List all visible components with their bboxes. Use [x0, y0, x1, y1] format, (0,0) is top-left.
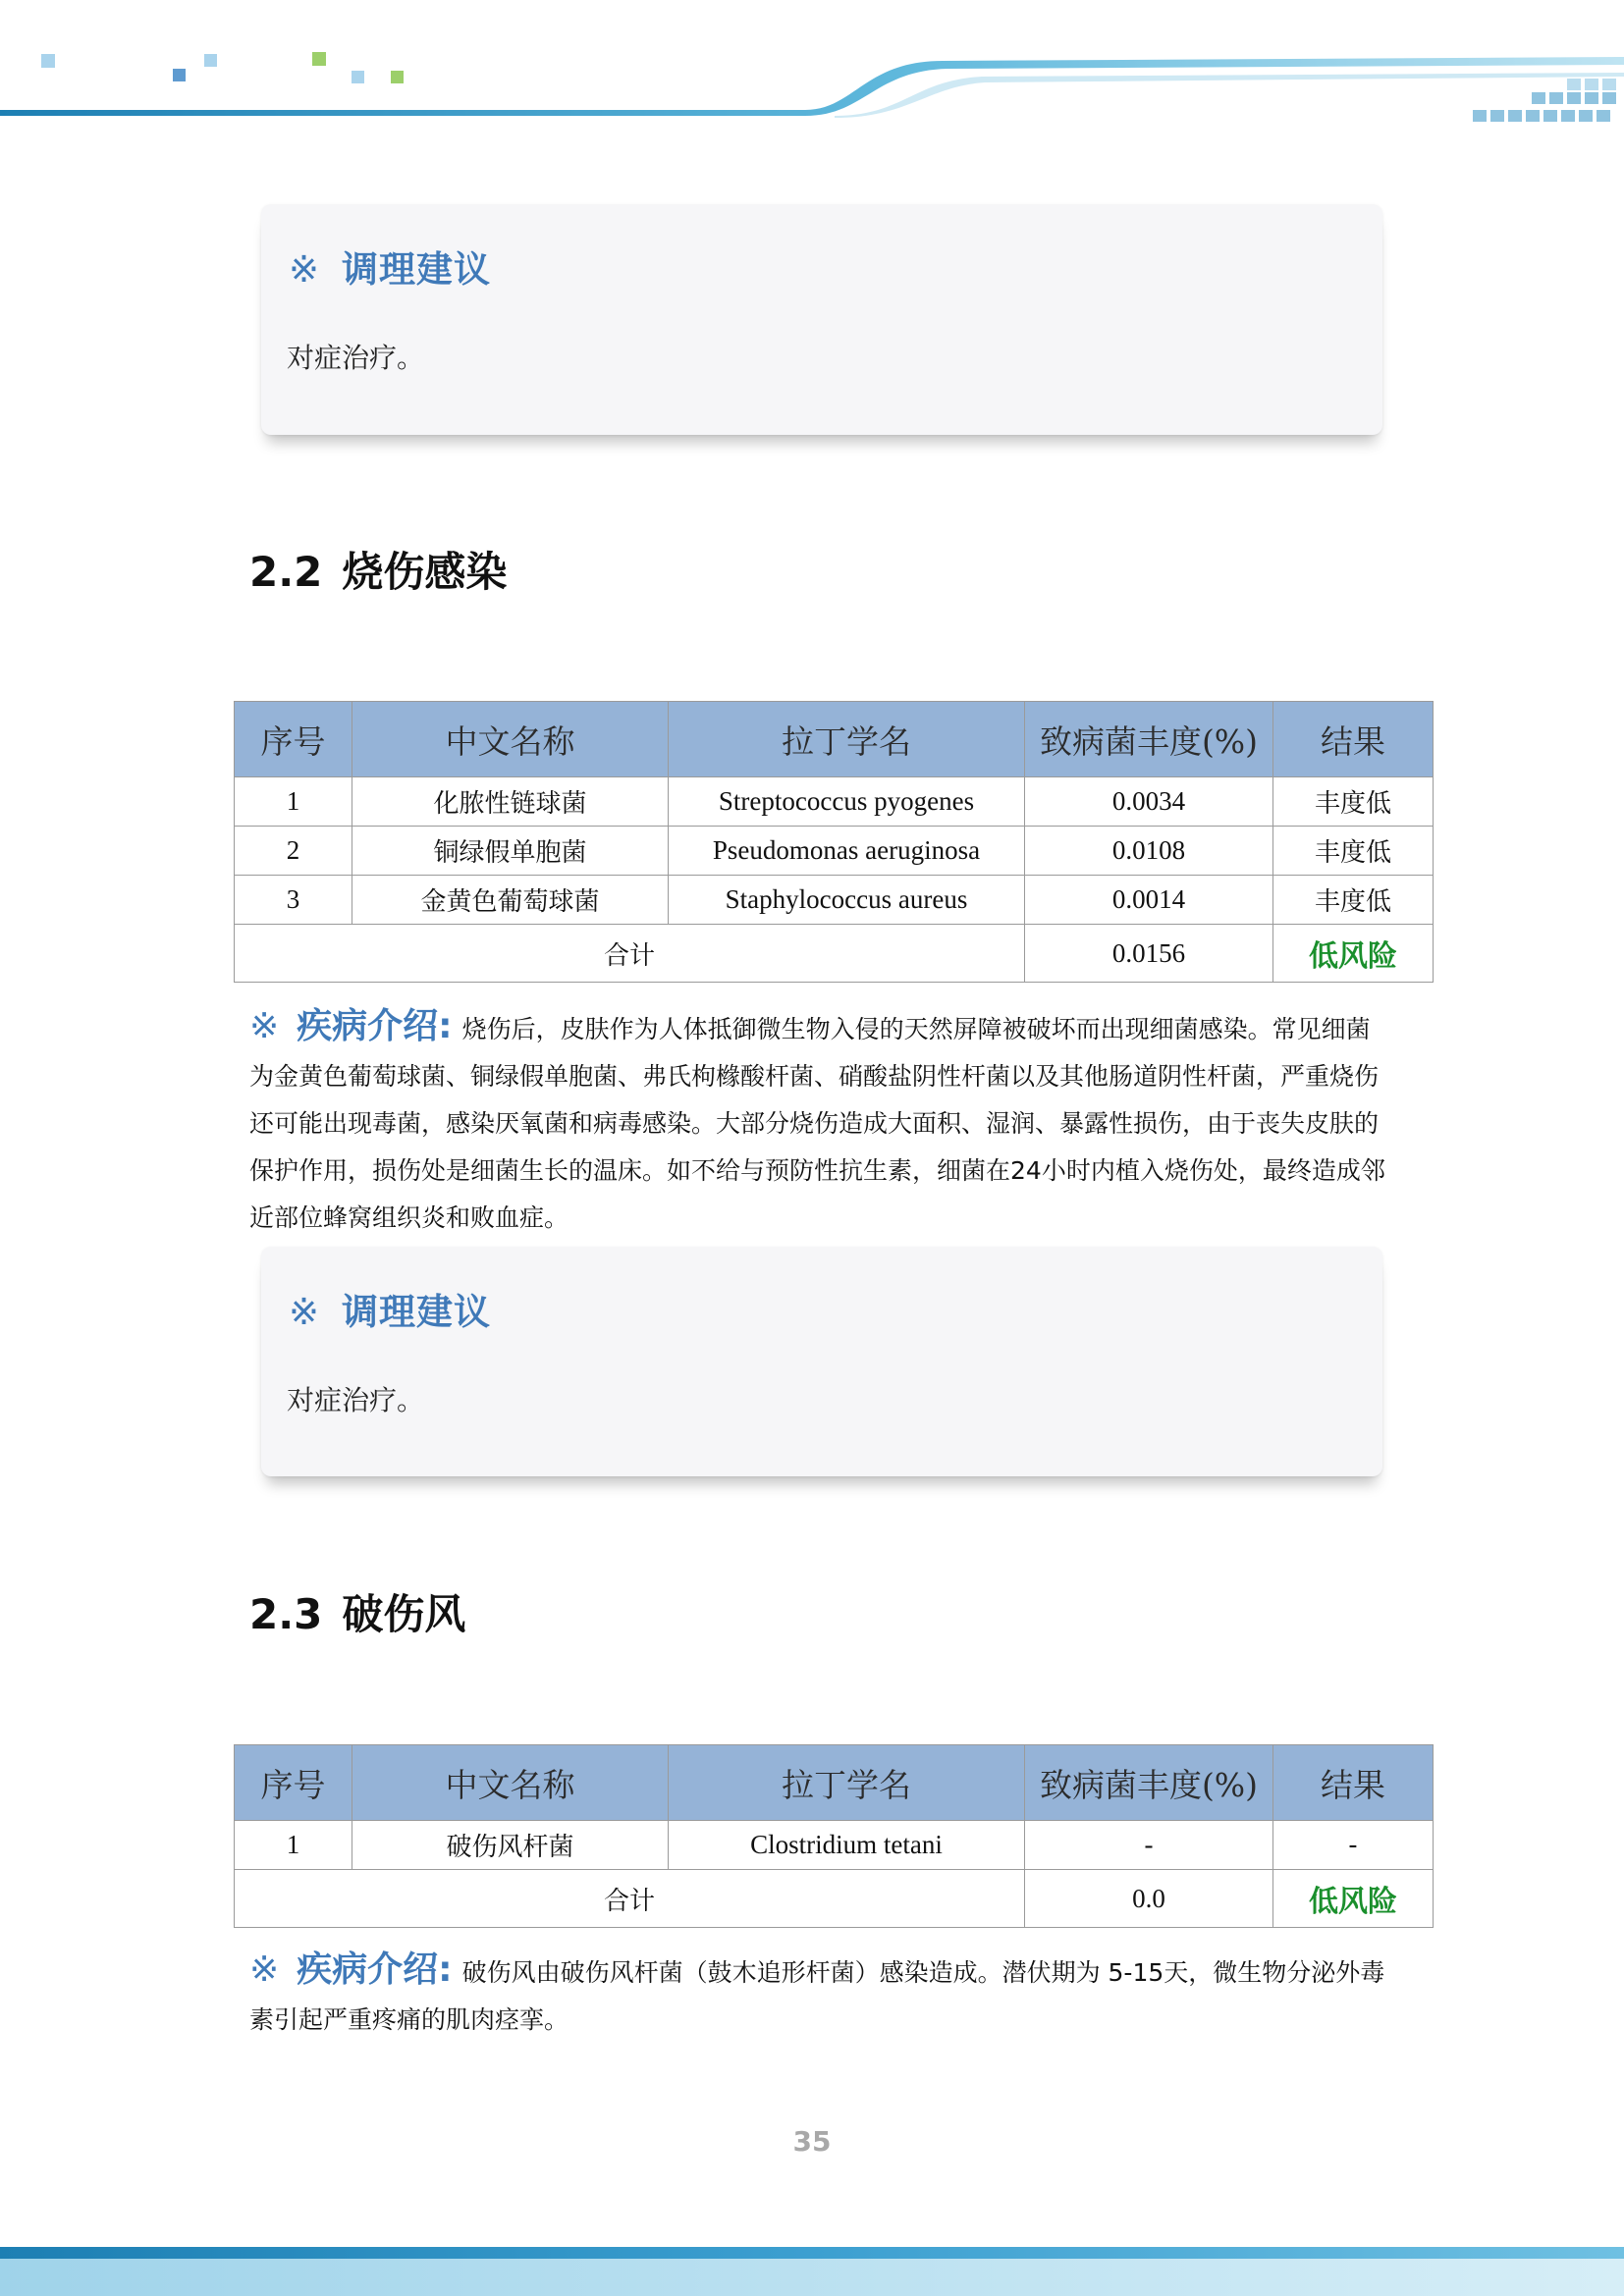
- column-header-index: 序号: [235, 702, 352, 777]
- table-header-row: [235, 702, 1434, 777]
- disease-intro: [249, 1947, 1388, 2044]
- reference-mark-icon: ※: [249, 1006, 280, 1046]
- column-header-abundance: 致病菌丰度(%): [1025, 1745, 1273, 1821]
- total-label: 合计: [235, 1870, 1025, 1928]
- column-header-chinese-name: 中文名称: [352, 1745, 669, 1821]
- column-header-latin-name: 拉丁学名: [669, 702, 1025, 777]
- bacteria-table: [234, 701, 1434, 983]
- total-value: 0.0156: [1025, 925, 1273, 983]
- advice-title: ※ 调理建议: [289, 1291, 492, 1333]
- disease-intro-text: 烧伤后，皮肤作为人体抵御微生物入侵的天然屏障被破坏而出现细菌感染。常见细菌为金黄色葡萄球菌、铜绿假单胞菌、弗氏枸橼酸杆菌、硝酸盐阴性杆菌以及其他肠道阴性杆菌，严重烧伤还可能出现毒菌，感染厌氧菌和病毒感染。大部分烧伤造成大面积、湿润、暴露性损伤，由于丧失皮肤的保护作用，损伤处是细菌生长的温床。如不给与预防性抗生素，细菌在24小时内植入烧伤处，最终造成邻近部位蜂窝组织炎和败血症。: [249, 1015, 1385, 1232]
- cell-index: 2: [235, 827, 352, 876]
- cell-chinese-name: 化脓性链球菌: [352, 777, 669, 827]
- cell-index: 1: [235, 1821, 352, 1870]
- cell-abundance: 0.0034: [1025, 777, 1273, 827]
- advice-card: [261, 204, 1382, 435]
- cell-chinese-name: 金黄色葡萄球菌: [352, 876, 669, 925]
- cell-latin-name: Pseudomonas aeruginosa: [669, 827, 1025, 876]
- table-row: [235, 876, 1434, 925]
- section-heading: 2.2 烧伤感染: [249, 548, 508, 596]
- advice-card: [261, 1247, 1382, 1476]
- cell-result: 丰度低: [1273, 777, 1434, 827]
- disease-intro: [249, 1003, 1388, 1242]
- cell-abundance: -: [1025, 1821, 1273, 1870]
- cell-chinese-name: 破伤风杆菌: [352, 1821, 669, 1870]
- cell-result: 丰度低: [1273, 876, 1434, 925]
- advice-body: 对症治疗。: [287, 1384, 425, 1416]
- advice-title: ※ 调理建议: [289, 248, 492, 291]
- risk-level: 低风险: [1273, 1870, 1434, 1928]
- reference-mark-icon: ※: [289, 1291, 321, 1333]
- cell-index: 1: [235, 777, 352, 827]
- section-heading: 2.3 破伤风: [249, 1590, 466, 1638]
- cell-abundance: 0.0108: [1025, 827, 1273, 876]
- column-header-abundance: 致病菌丰度(%): [1025, 702, 1273, 777]
- cell-result: -: [1273, 1821, 1434, 1870]
- table-header-row: [235, 1745, 1434, 1821]
- reference-mark-icon: ※: [249, 1949, 280, 1990]
- risk-level: 低风险: [1273, 925, 1434, 983]
- table-total-row: [235, 925, 1434, 983]
- bacteria-table: [234, 1744, 1434, 1928]
- cell-abundance: 0.0014: [1025, 876, 1273, 925]
- column-header-chinese-name: 中文名称: [352, 702, 669, 777]
- total-value: 0.0: [1025, 1870, 1273, 1928]
- cell-latin-name: Staphylococcus aureus: [669, 876, 1025, 925]
- disease-intro-label: ※ 疾病介绍:: [249, 1006, 453, 1046]
- table-row: [235, 1821, 1434, 1870]
- table-row: [235, 777, 1434, 827]
- cell-latin-name: Clostridium tetani: [669, 1821, 1025, 1870]
- table-row: [235, 827, 1434, 876]
- column-header-result: 结果: [1273, 702, 1434, 777]
- total-label: 合计: [235, 925, 1025, 983]
- cell-index: 3: [235, 876, 352, 925]
- footer-decoration: [0, 2227, 1624, 2296]
- reference-mark-icon: ※: [289, 248, 321, 291]
- column-header-result: 结果: [1273, 1745, 1434, 1821]
- cell-result: 丰度低: [1273, 827, 1434, 876]
- cell-chinese-name: 铜绿假单胞菌: [352, 827, 669, 876]
- advice-body: 对症治疗。: [287, 342, 425, 374]
- disease-intro-text: 破伤风由破伤风杆菌（鼓木追形杆菌）感染造成。潜伏期为 5-15天，微生物分泌外毒素引起严重疼痛的肌肉痉挛。: [249, 1958, 1385, 2034]
- disease-intro-label: ※ 疾病介绍:: [249, 1949, 453, 1990]
- page-number: 35: [792, 2125, 832, 2158]
- header-decoration: [0, 0, 1624, 147]
- table-total-row: [235, 1870, 1434, 1928]
- column-header-index: 序号: [235, 1745, 352, 1821]
- column-header-latin-name: 拉丁学名: [669, 1745, 1025, 1821]
- cell-latin-name: Streptococcus pyogenes: [669, 777, 1025, 827]
